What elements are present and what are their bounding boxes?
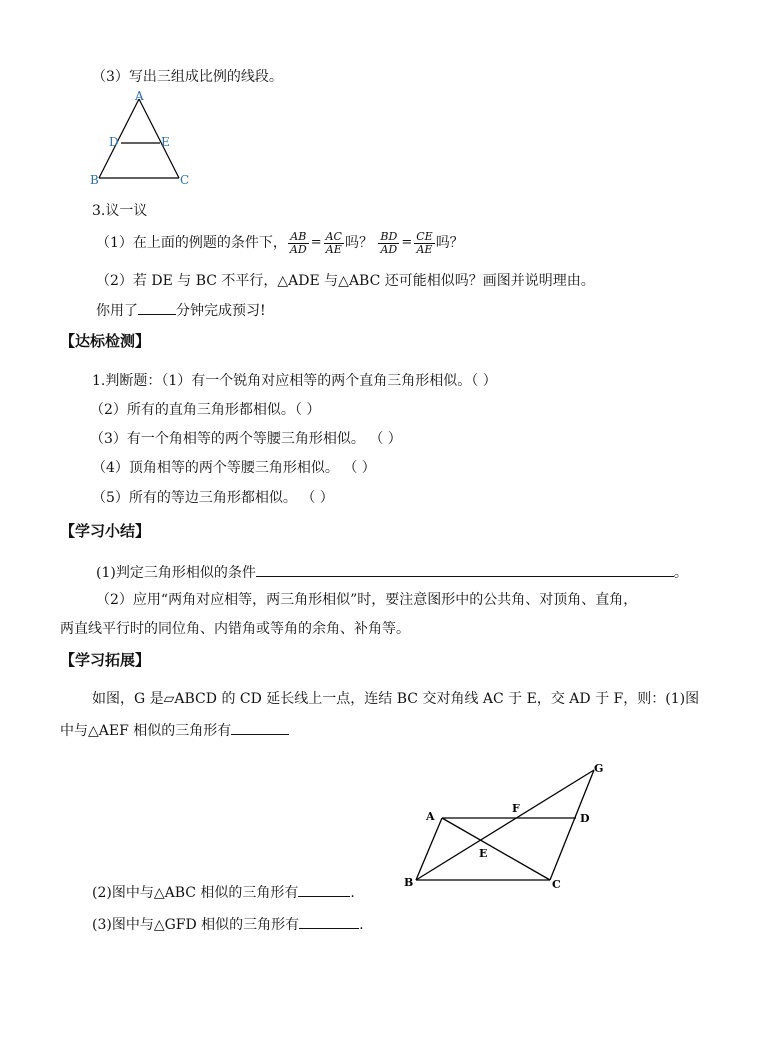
tri-label-e: E [161,135,170,149]
extension-q3: (3)图中与△GFD 相似的三角形有 . [92,914,364,934]
fig-label-d: D [580,812,590,825]
fig-label-e: E [479,847,488,860]
tri-label-d: D [109,135,119,149]
check-item-4: （4）顶角相等的两个等腰三角形相似。 （ ） [92,460,376,476]
discuss-q1-prefix: （1）在上面的例题的条件下， [96,235,287,251]
fraction-ab-ad: $\frac{AB}{AD}$ [289,229,307,256]
tri-label-a: A [135,89,144,103]
extension-line-2: 中与△AEF 相似的三角形有 [60,720,289,740]
time-blank[interactable] [138,300,176,315]
parallelogram-figure [398,762,608,892]
triangle-figure [88,88,198,188]
summary-line-3: 两直线平行时的同位角、内错角或等角的余角、补角等。 [60,621,410,637]
extension-q2: (2)图中与△ABC 相似的三角形有 . [92,882,355,902]
extension-heading: 【学习拓展】 [60,651,151,669]
discuss-q2: （2）若 DE 与 BC 不平行，△ADE 与△ABC 还可能相似吗？画图并说明理由。 [96,273,595,289]
summary-blank[interactable] [256,562,674,577]
tri-label-c: C [180,173,190,187]
tri-label-b: B [90,173,99,187]
fig-label-g: G [594,762,604,775]
extension-blank-1[interactable] [231,720,289,735]
extension-blank-2[interactable] [298,882,350,897]
extension-blank-3[interactable] [299,914,359,929]
check-item-3: （3）有一个角相等的两个等腰三角形相似。 （ ） [90,431,402,447]
summary-heading: 【学习小结】 [60,522,151,540]
summary-line-2: （2）应用“两角对应相等，两三角形相似”时，要注意图形中的公共角、对顶角、直角， [96,592,638,608]
check-heading: 【达标检测】 [60,332,151,350]
preview-q3: （3）写出三组成比例的线段。 [92,69,283,85]
fig-label-a: A [426,810,435,823]
fig-label-b: B [404,876,414,889]
discuss-q1: （1）在上面的例题的条件下， $\frac{AB}{AD}$ = $\frac{AC}{AE}$ 吗？ $\frac{BD}{AD}$ = $\frac{CE}{AE}$ 吗？ [96,229,464,256]
extension-line-1: 如图，G 是▱ABCD 的 CD 延长线上一点，连结 BC 交对角线 AC 于 E，交 AD 于 F，则：(1)图 [92,691,700,707]
check-item-5: （5）所有的等边三角形都相似。 （ ） [92,490,334,506]
check-item-2: （2）所有的直角三角形都相似。（ ） [90,402,321,418]
question-ma-1: 吗？ [344,235,373,251]
fraction-bd-ad: $\frac{BD}{AD}$ [380,229,398,256]
fig-label-c: C [552,878,561,891]
check-item-1: 1.判断题：（1）有一个锐角对应相等的两个直角三角形相似。（ ） [92,373,497,389]
summary-line-1: (1)判定三角形相似的条件 。 [96,562,688,582]
discuss-title: 3.议一议 [92,203,148,219]
fraction-ac-ae: $\frac{AC}{AE}$ [325,229,342,256]
fig-label-f: F [512,802,520,815]
time-line: 你用了 分钟完成预习! [96,300,266,320]
question-ma-2: 吗？ [435,235,464,251]
fraction-ce-ae: $\frac{CE}{AE}$ [416,229,433,256]
